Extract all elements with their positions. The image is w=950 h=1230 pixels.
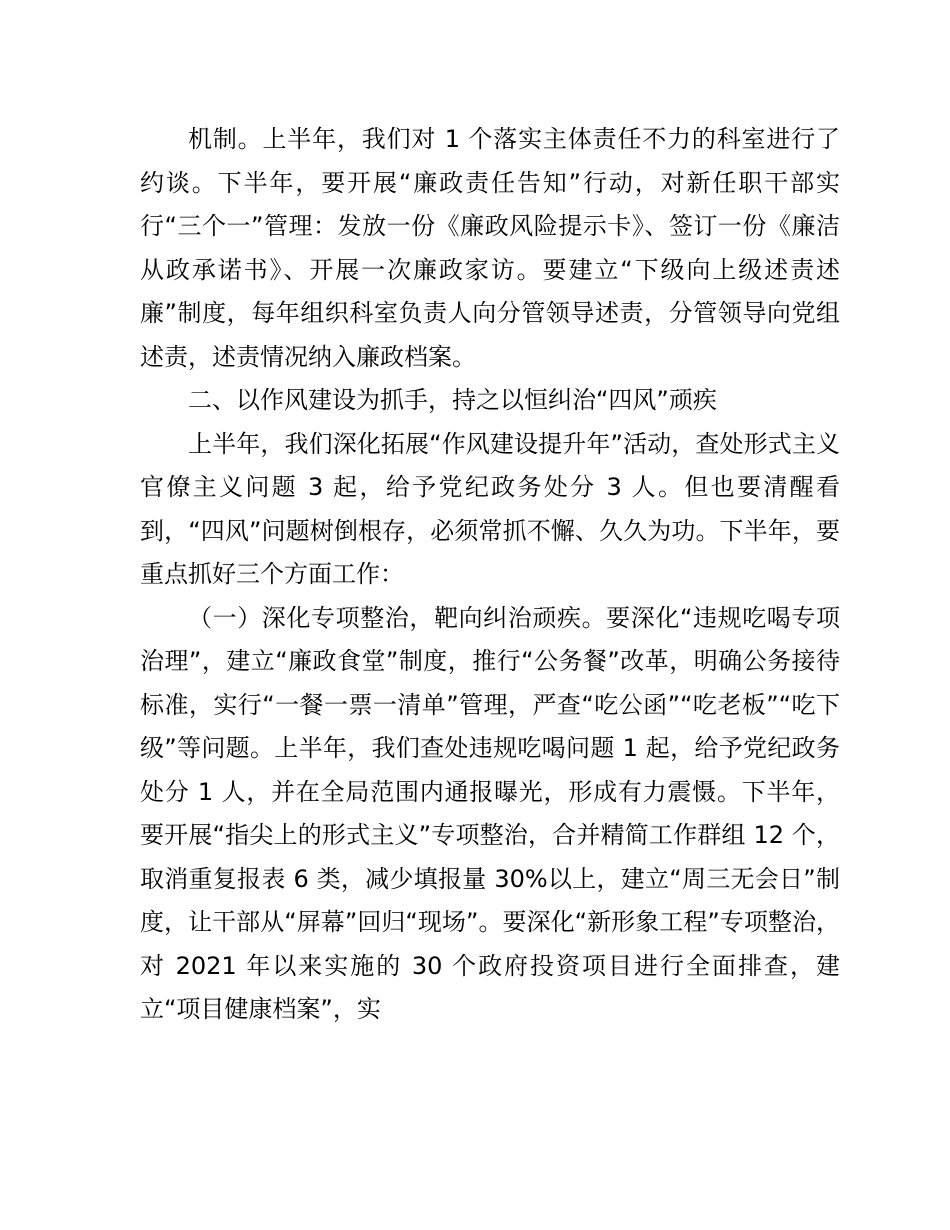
paragraph-special-rectification: （一）深化专项整治，靶向纠治顽疾。要深化“违规吃喝专项治理”，建立“廉政食堂”制度，推行“公务餐”改革，明确公务接待标准，实行“一餐一票一清单”管理，严查“吃公函”“吃老板”“吃下级”等问题。上半年，我们查处违规吃喝问题 1 起，给予党纪政务处分 1 人，并在全局范围内通报曝光，形成有力震慑。下半年，要开展“指尖上的形式主义”专项整治，合并精简工作群组 12 个，取消重复报表 6 类，减少填报量 30%以上，建立“周三无会日”制度，让干部从“屏幕”回归“现场”。要深化“新形象工程”专项整治，对 2021 年以来实施的 30 个政府投资项目进行全面排查，建立“项目健康档案”，实 (140, 603, 840, 1023)
document-body (140, 118, 840, 1032)
paragraph-work-style-overview: 上半年，我们深化拓展“作风建设提升年”活动，查处形式主义官僚主义问题 3 起，给予党纪政务处分 3 人。但也要清醒看到，“四风”问题树倒根存，必须常抓不懈、久久为功。下半年，要重点抓好三个方面工作： (140, 429, 840, 588)
section-heading-work-style: 二、以作风建设为抓手，持之以恒纠治“四风”顽疾 (188, 386, 717, 414)
paragraph-accountability-mechanism: 机制。上半年，我们对 1 个落实主体责任不力的科室进行了约谈。下半年，要开展“廉政责任告知”行动，对新任职干部实行“三个一”管理：发放一份《廉政风险提示卡》、签订一份《廉洁从政承诺书》、开展一次廉政家访。要建立“下级向上级述责述廉”制度，每年组织科室负责人向分管领导述责，分管领导向党组述责，述责情况纳入廉政档案。 (140, 125, 840, 371)
